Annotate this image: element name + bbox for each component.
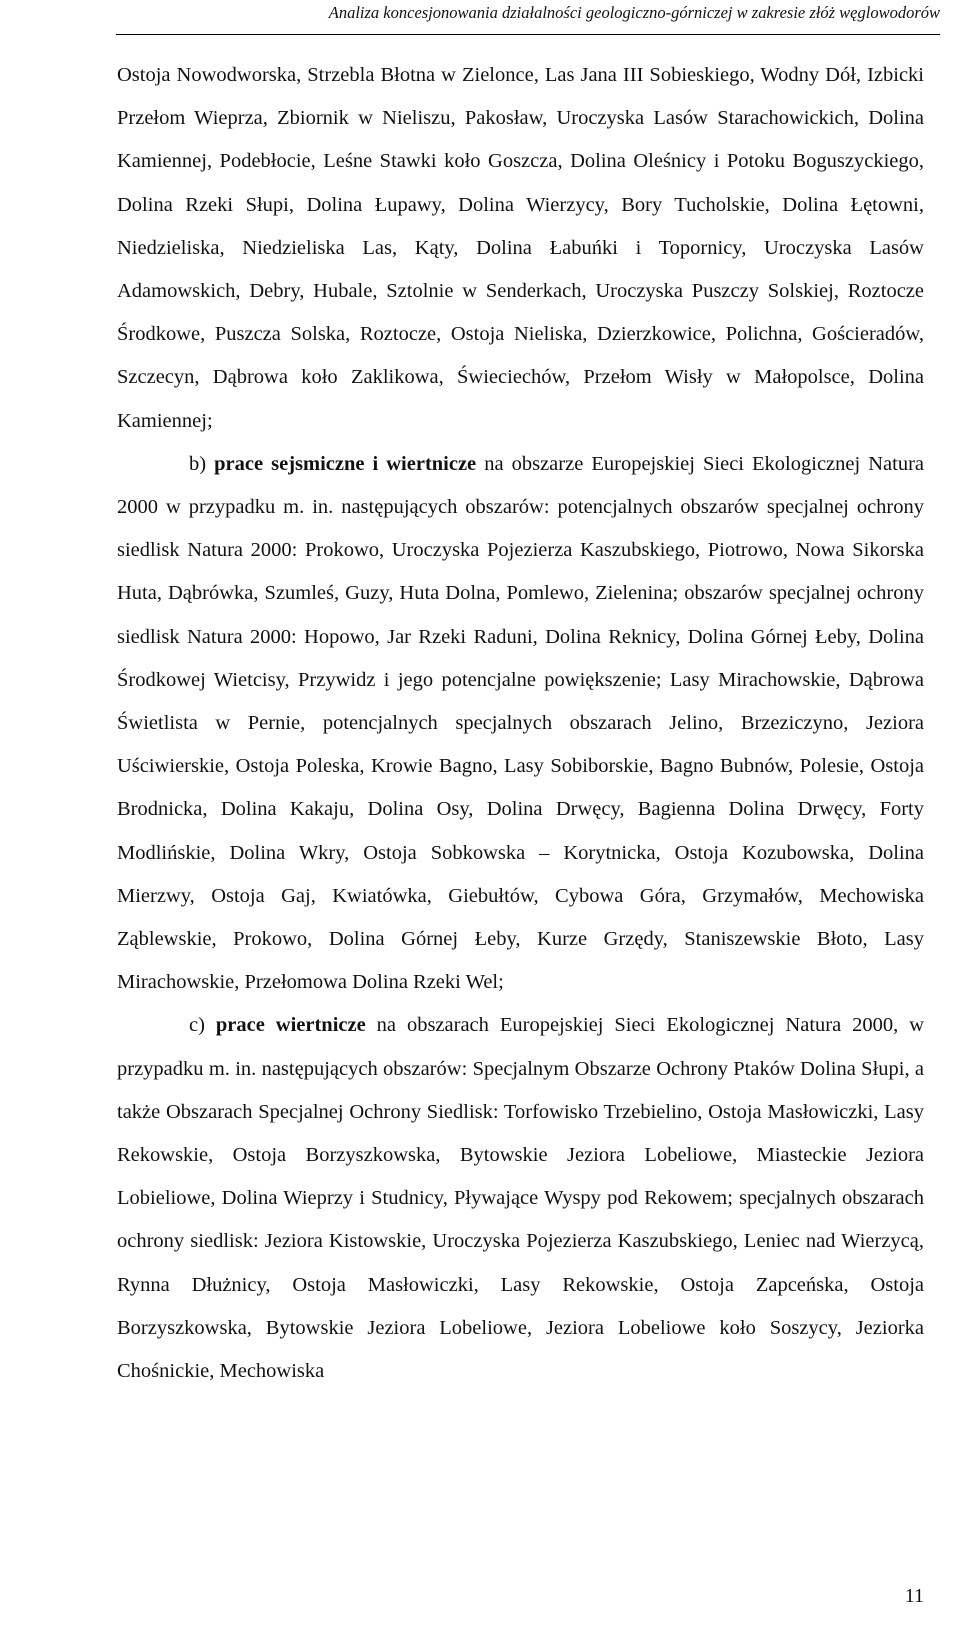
- page-number: 11: [904, 1585, 924, 1607]
- page-body: [117, 54, 924, 1393]
- paragraph-continued: Ostoja Nowodworska, Strzebla Błotna w Zielonce, Las Jana III Sobieskiego, Wodny Dół, Izbicki Przełom Wieprza, Zbiornik w Nieliszu, Pakosław, Uroczyska Lasów Starachowickich, Dolina Kamiennej, Podebłocie, Leśne Stawki koło Goszcza, Dolina Oleśnicy i Potoku Boguszyckiego, Dolina Rzeki Słupi, Dolina Łupawy, Dolina Wierzycy, Bory Tucholskie, Dolina Łętowni, Niedzieliska, Niedzieliska Las, Kąty, Dolina Łabuńki i Topornicy, Uroczyska Lasów Adamowskich, Debry, Hubale, Sztolnie w Senderkach, Uroczyska Puszczy Solskiej, Roztocze Środkowe, Puszcza Solska, Roztocze, Ostoja Nieliska, Dzierzkowice, Polichna, Gościeradów, Szczecyn, Dąbrowa koło Zaklikowa, Świeciechów, Przełom Wisły w Małopolsce, Dolina Kamiennej;: [117, 64, 924, 432]
- running-header-title: Analiza koncesjonowania działalności geologiczno-górniczej w zakresie złóż węglowodorów: [328, 3, 940, 22]
- emphasis-b: prace sejsmiczne i wiertnicze: [214, 452, 477, 475]
- list-item-b: [117, 443, 924, 1005]
- list-text-c: na obszarach Europejskiej Sieci Ekologicznej Natura 2000, w przypadku m. in. następujących obszarów: Specjalnym Obszarze Ochrony Ptaków Dolina Słupi, a także Obszarach Specjalnej Ochrony Siedlisk: Torfowisko Trzebielino, Ostoja Masłowiczki, Lasy Rekowskie, Ostoja Borzyszkowska, Bytowskie Jeziora Lobeliowe, Miasteckie Jeziora Lobieliowe, Dolina Wieprzy i Studnicy, Pływające Wyspy pod Rekowem; specjalnych obszarach ochrony siedlisk: Jeziora Kistowskie, Uroczyska Pojezierza Kaszubskiego, Leniec nad Wierzycą, Rynna Dłużnicy, Ostoja Masłowiczki, Lasy Rekowskie, Ostoja Zapceńska, Ostoja Borzyszkowska, Bytowskie Jeziora Lobeliowe, Jeziora Lobeliowe koło Soszycy, Jeziorka Chośnickie, Mechowiska: [117, 1014, 925, 1383]
- list-item-c: [117, 1004, 924, 1393]
- list-text-b: na obszarze Europejskiej Sieci Ekologicznej Natura 2000 w przypadku m. in. następujących obszarów: potencjalnych obszarów specjalnej ochrony siedlisk Natura 2000: Prokowo, Uroczyska Pojezierza Kaszubskiego, Piotrowo, Nowa Sikorska Huta, Dąbrówka, Szumleś, Guzy, Huta Dolna, Pomlewo, Zielenina; obszarów specjalnej ochrony siedlisk Natura 2000: Hopowo, Jar Rzeki Raduni, Dolina Reknicy, Dolina Górnej Łeby, Dolina Środkowej Wietcisy, Przywidz i jego potencjalne powiększenie; Lasy Mirachowskie, Dąbrowa Świetlista w Pernie, potencjalnych specjalnych obszarach Jelino, Brzeziczyno, Jeziora Uściwierskie, Ostoja Poleska, Krowie Bagno, Lasy Sobiborskie, Bagno Bubnów, Polesie, Ostoja Brodnicka, Dolina Kakaju, Dolina Osy, Dolina Drwęcy, Bagienna Dolina Drwęcy, Forty Modlińskie, Dolina Wkry, Ostoja Sobkowska – Korytnicka, Ostoja Kozubowska, Dolina Mierzwy, Ostoja Gaj, Kwiatówka, Giebułtów, Cybowa Góra, Grzymałów, Mechowiska Ząblewskie, Prokowo, Dolina Górnej Łeby, Kurze Grzędy, Staniszewskie Błoto, Lasy Mirachowskie, Przełomowa Dolina Rzeki Wel;: [117, 452, 925, 994]
- list-marker-b: b): [189, 452, 207, 475]
- emphasis-c: prace wiertnicze: [215, 1014, 366, 1037]
- running-header: [116, 0, 940, 35]
- list-marker-c: c): [189, 1014, 205, 1037]
